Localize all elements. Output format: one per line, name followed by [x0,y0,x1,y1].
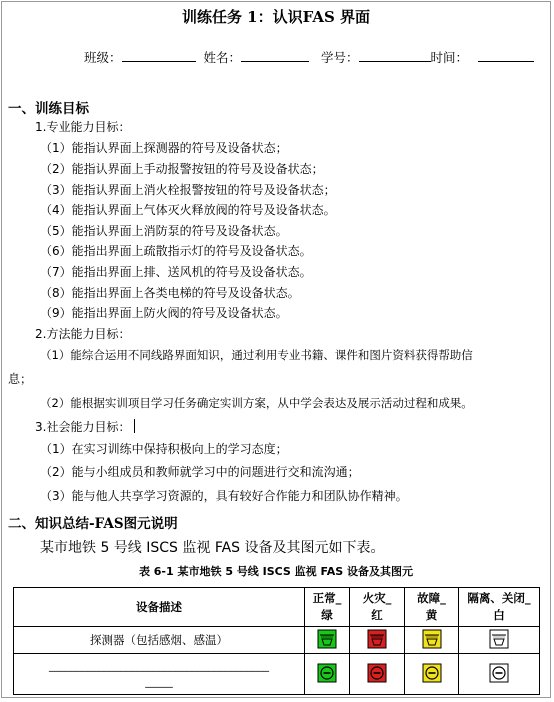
col-header-desc: 设备描述 [14,588,305,627]
intro-paragraph: 某市地铁 5 号线 ISCS 监视 FAS 设备及其图元如下表。 [40,540,385,556]
section-heading-training-goals: 一、训练目标 [8,101,89,117]
list-item: （8）能指出界面上各类电梯的符号及设备状态。 [40,286,300,300]
list-item: （2）能指认界面上手动报警按钮的符号及设备状态； [40,162,324,176]
detector-icon [367,629,387,649]
list-item: （9）能指出界面上防火阀的符号及设备状态。 [40,306,288,320]
cell-desc: 探测器（包括感烟、感温） [14,627,305,654]
list-item: （6）能指出界面上疏散指示灯的符号及设备状态。 [40,244,312,258]
cell-normal [305,627,350,654]
list-item: （1）能综合运用不同线路界面知识，通过利用专业书籍、课件和图片资料获得帮助信 [40,348,473,362]
list-item: （1）在实习训练中保持积极向上的学习态度； [40,442,288,456]
student-id-label: 学号： [321,50,359,65]
manual-alarm-button-icon [367,663,387,683]
cell-fault [405,654,459,695]
table-row [14,654,540,695]
section-heading-fas-symbols: 二、知识总结-FAS图元说明 [8,516,178,532]
manual-alarm-button-icon [422,663,442,683]
list-item: （1）能指认界面上探测器的符号及设备状态； [40,141,288,155]
table-row [14,627,540,654]
student-id-field[interactable] [359,49,431,62]
detector-icon [317,629,337,649]
cell-fault [405,627,459,654]
name-label: 姓名： [203,50,242,65]
class-label: 班级： [84,50,122,65]
cell-desc: ________________________________________ _____ [14,654,305,695]
cell-normal [305,654,350,695]
col-header-normal: 正常_ 绿 [305,588,350,627]
list-item: （3）能指认界面上消火栓报警按钮的符号及设备状态； [40,183,336,197]
class-field[interactable] [122,49,196,62]
table-caption: 表 6-1 某市地铁 5 号线 ISCS 监视 FAS 设备及其图元 [138,565,414,578]
col-header-fault: 故障_ 黄 [405,588,459,627]
cell-fire [350,627,405,654]
col-header-fire: 火灾_ 红 [350,588,405,627]
student-info-row [84,48,534,66]
social-goals-heading: 3.社会能力目标： [35,419,135,434]
col-header-isolate: 隔离、关闭_ 白 [459,588,540,627]
time-field[interactable] [478,49,534,62]
detector-icon [489,629,509,649]
list-item: （2）能与小组成员和教师就学习中的问题进行交和流沟通； [40,465,360,479]
cell-fire [350,654,405,695]
manual-alarm-button-icon [317,663,337,683]
method-goals-heading: 2.方法能力目标： [35,327,131,341]
document-page [1,1,551,698]
page-title: 训练任务 1：认识FAS 界面 [181,8,371,26]
text-cursor [134,419,135,433]
fas-symbol-table [13,587,540,695]
list-item: （4）能指认界面上气体灭火释放阀的符号及设备状态。 [40,203,336,217]
professional-goals-heading: 1.专业能力目标： [35,120,131,134]
table-header-row [14,588,540,627]
manual-alarm-button-icon [489,663,509,683]
list-item: （2）能根据实训项目学习任务确定实训方案，从中学会表达及展示活动过程和成果。 [40,396,473,410]
cell-isolate [459,654,540,695]
time-label: 时间： [430,50,469,65]
cell-isolate [459,627,540,654]
list-item: （5）能指认界面上消防泵的符号及设备状态。 [40,224,288,238]
list-item: （7）能指出界面上排、送风机的符号及设备状态。 [40,265,312,279]
name-field[interactable] [241,49,309,62]
list-item: （3）能与他人共享学习资源的，具有较好合作能力和团队协作精神。 [40,489,408,503]
list-item-continuation: 息； [8,372,33,386]
detector-icon [422,629,442,649]
